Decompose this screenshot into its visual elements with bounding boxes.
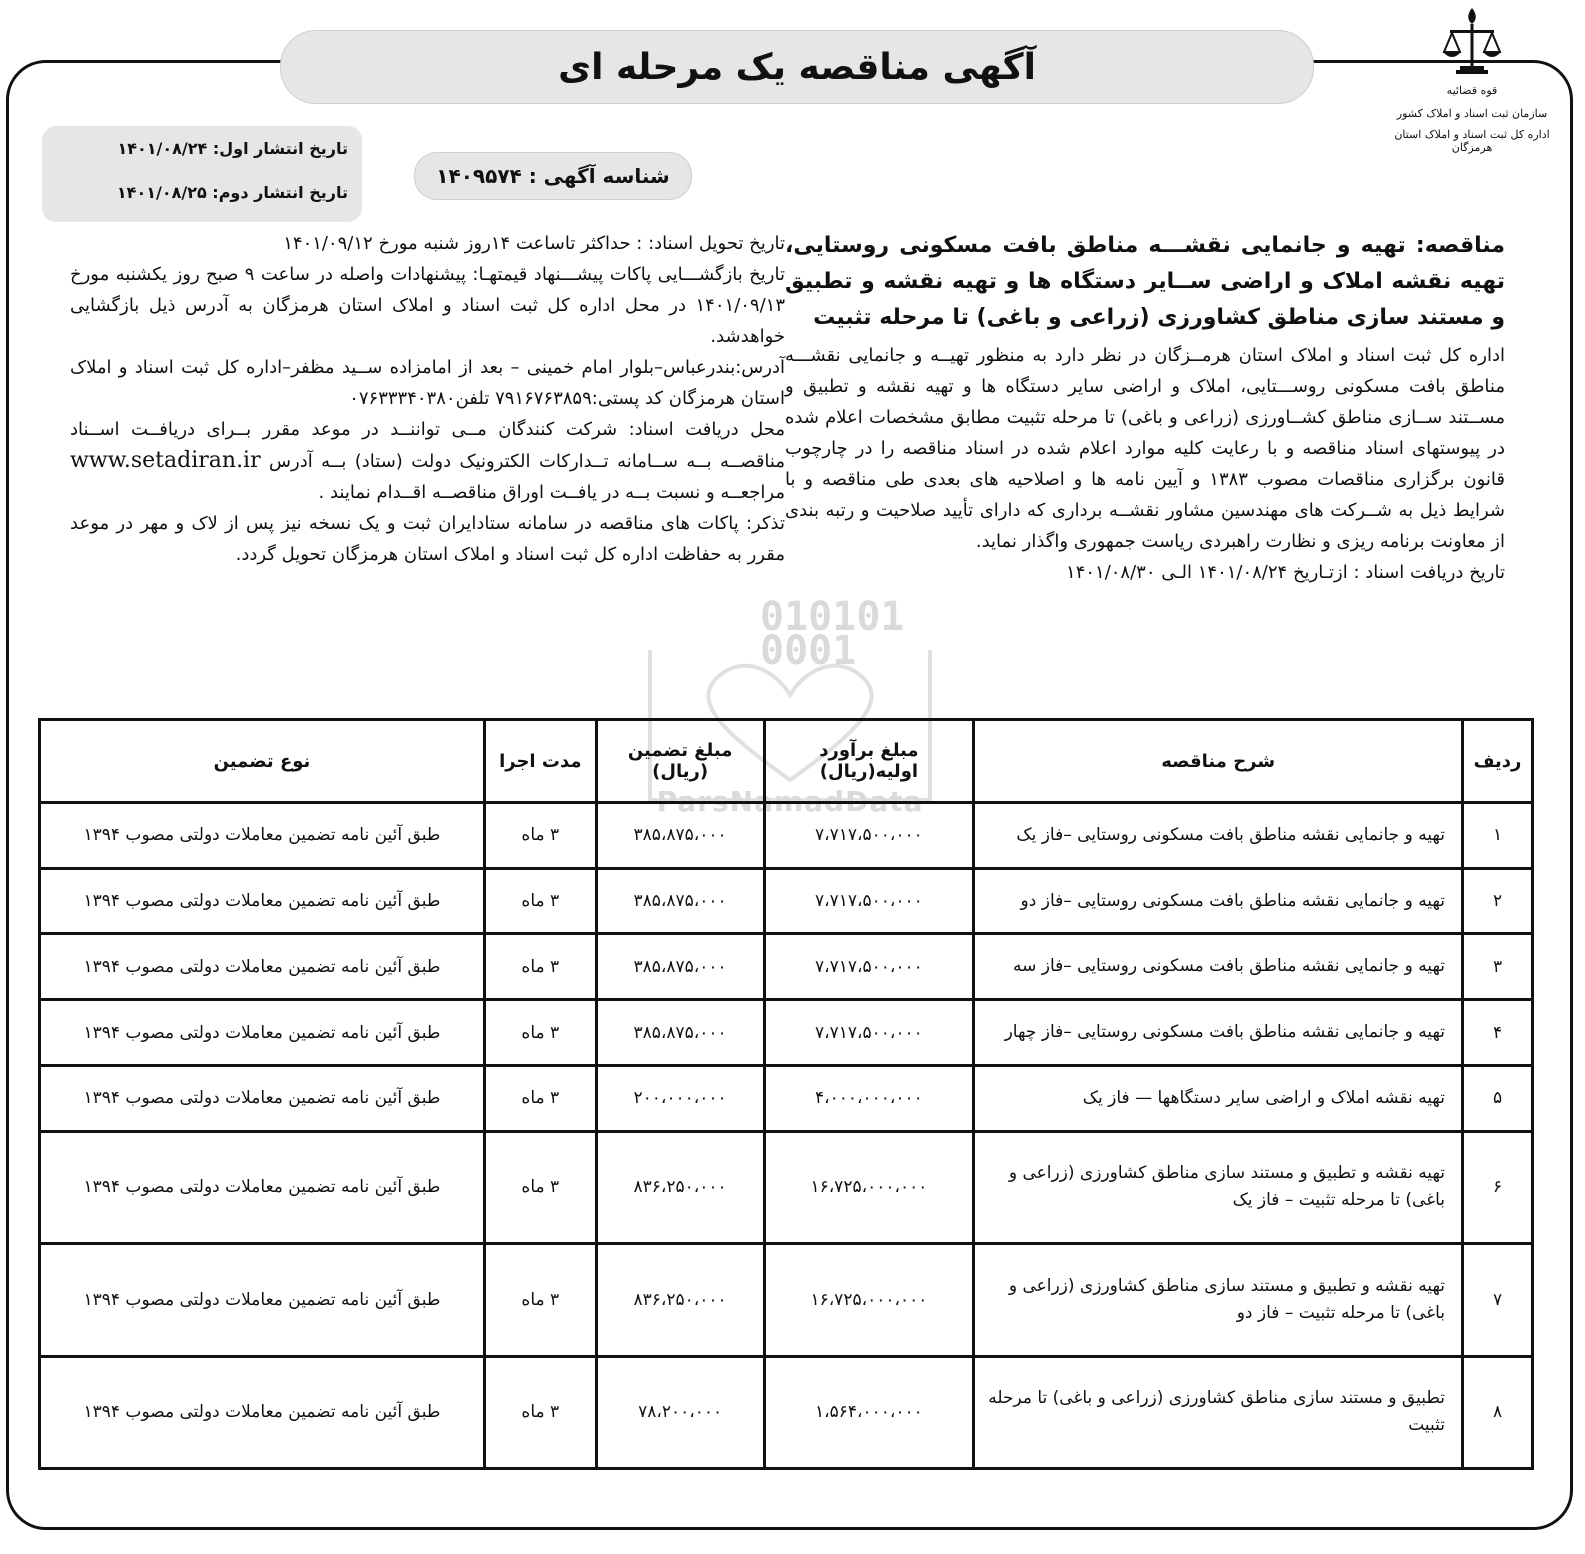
reminder-note: تذکر: پاکات های مناقصه در سامانه ستادایران ثبت و یک نسخه نیز پس از لاک و مهر در موعد مقرر به حفاظت اداره کل ثبت اسناد و املاک استان هرمزگان تحویل گردد.: [70, 513, 785, 565]
header-row-no: ردیف: [1463, 720, 1533, 803]
row-guarantee: ۳۸۵،۸۷۵،۰۰۰: [596, 1000, 764, 1066]
row-guarantee: ۳۸۵،۸۷۵،۰۰۰: [596, 803, 764, 869]
row-duration: ۳ ماه: [484, 803, 596, 869]
table-row: [40, 1244, 1533, 1356]
table-row: [40, 934, 1533, 1000]
tender-description: [785, 340, 1505, 588]
table-row: [40, 803, 1533, 869]
row-estimate: ۱۶،۷۲۵،۰۰۰،۰۰۰: [764, 1131, 974, 1243]
row-description: تهیه و جانمایی نقشه مناطق بافت مسکونی روستایی –فاز یک: [974, 803, 1463, 869]
header-description: شرح مناقصه: [974, 720, 1463, 803]
document-receipt-date: تاریخ دریافت اسناد : ازتـاریخ ۱۴۰۱/۰۸/۲۴ الـی ۱۴۰۱/۰۸/۳۰: [1066, 562, 1505, 583]
row-guarantee: ۷۸،۲۰۰،۰۰۰: [596, 1356, 764, 1468]
row-guarantee-type: طبق آئین نامه تضمین معاملات دولتی مصوب ۱۳۹۴: [40, 1065, 485, 1131]
org-registration: سازمان ثبت اسناد و املاک کشور: [1396, 107, 1548, 120]
table-row: [40, 1065, 1533, 1131]
table-row: [40, 1131, 1533, 1243]
tender-table: [38, 718, 1534, 1470]
row-duration: ۳ ماه: [484, 1356, 596, 1468]
row-guarantee: ۳۸۵،۸۷۵،۰۰۰: [596, 934, 764, 1000]
row-estimate: ۱۶،۷۲۵،۰۰۰،۰۰۰: [764, 1244, 974, 1356]
row-no: ۸: [1463, 1356, 1533, 1468]
row-description: تهیه نقشه و تطبیق و مستند سازی مناطق کشاورزی (زراعی و باغی) تا مرحله تثبیت – فاز دو: [974, 1244, 1463, 1356]
row-guarantee: ۸۳۶،۲۵۰،۰۰۰: [596, 1131, 764, 1243]
watermark-digits-2: 0001: [760, 628, 857, 674]
judiciary-logo: [1373, 4, 1571, 176]
row-no: ۳: [1463, 934, 1533, 1000]
table-row: [40, 868, 1533, 934]
row-description: تهیه نقشه و تطبیق و مستند سازی مناطق کشاورزی (زراعی و باغی) تا مرحله تثبیت – فاز یک: [974, 1131, 1463, 1243]
row-duration: ۳ ماه: [484, 1131, 596, 1243]
notice-title-text: آگهی مناقصه یک مرحله ای: [558, 46, 1036, 88]
row-description: تهیه و جانمایی نقشه مناطق بافت مسکونی روستایی –فاز چهار: [974, 1000, 1463, 1066]
row-guarantee-type: طبق آئین نامه تضمین معاملات دولتی مصوب ۱۳۹۴: [40, 1000, 485, 1066]
row-guarantee: ۸۳۶،۲۵۰،۰۰۰: [596, 1244, 764, 1356]
receipt-place-text-a: محل دریافت اسناد: شرکت کنندگان مــی تواننــد در موعد مقرر بــرای دریافــت اســناد مناقصــه بــه ســامانه تــدارکات الکترونیک دولت (ستاد) بــه آدرس: [70, 419, 785, 472]
row-duration: ۳ ماه: [484, 934, 596, 1000]
org-hormozgan: اداره کل ثبت اسناد و املاک استان هرمزگان: [1394, 128, 1550, 154]
tender-heading: مناقصه: تهیه و جانمایی نقشـــه مناطق بافت مسکونی روستایی، تهیه نقشه املاک و اراضی ســایر دستگاه ها و تهیه نقشه و تطبیق و مستند سازی مناطق کشاورزی (زراعی و باغی) تا مرحله تثبیت: [785, 233, 1505, 330]
opening-date: تاریخ بازگشـــایی پاکات پیشـــنهاد قیمتهـا: پیشنهادات واصله در ساعت ۹ صبح روز یکشنبه مورخ ۱۴۰۱/۰۹/۱۳ در محل اداره کل ثبت اسناد و املاک استان هرمزگان به آدرس ذیل بازگشایی خواهدشد.: [70, 264, 785, 347]
delivery-date: تاریخ تحویل اسناد: : حداکثر تاساعت ۱۴روز شنبه مورخ ۱۴۰۱/۰۹/۱۲: [283, 233, 785, 254]
row-duration: ۳ ماه: [484, 1000, 596, 1066]
watermark-digits-1: 010101: [760, 594, 905, 640]
row-no: ۷: [1463, 1244, 1533, 1356]
row-duration: ۳ ماه: [484, 868, 596, 934]
header-guarantee: مبلغ تضمین (ریال): [596, 720, 764, 803]
row-guarantee: ۲۰۰،۰۰۰،۰۰۰: [596, 1065, 764, 1131]
row-guarantee-type: طبق آئین نامه تضمین معاملات دولتی مصوب ۱۳۹۴: [40, 1244, 485, 1356]
header-duration: مدت اجرا: [484, 720, 596, 803]
row-estimate: ۷،۷۱۷،۵۰۰،۰۰۰: [764, 868, 974, 934]
publish-dates-box: [42, 126, 362, 222]
row-description: تطبیق و مستند سازی مناطق کشاورزی (زراعی و باغی) تا مرحله تثبیت: [974, 1356, 1463, 1468]
header-guarantee-type: نوع تضمین: [40, 720, 485, 803]
row-guarantee: ۳۸۵،۸۷۵،۰۰۰: [596, 868, 764, 934]
org-judiciary: قوه قضائیه: [1446, 84, 1498, 97]
row-guarantee-type: طبق آئین نامه تضمین معاملات دولتی مصوب ۱۳۹۴: [40, 934, 485, 1000]
address: آدرس:بندرعباس–بلوار امام خمینی – بعد از امامزاده ســید مظفر–اداره کل ثبت اسناد و املاک استان هرمزگان کد پستی:۷۹۱۶۷۶۳۸۵۹ تلفن۰۷۶۳۳۳۴۰۳۸۰: [70, 357, 785, 409]
row-duration: ۳ ماه: [484, 1065, 596, 1131]
row-estimate: ۷،۷۱۷،۵۰۰،۰۰۰: [764, 1000, 974, 1066]
table-header-row: [40, 720, 1533, 803]
scales-of-justice-icon: [1442, 4, 1502, 84]
row-no: ۴: [1463, 1000, 1533, 1066]
row-estimate: ۷،۷۱۷،۵۰۰،۰۰۰: [764, 934, 974, 1000]
receipt-place-text-b: مراجعــه و نسبت بــه در یافــت اوراق مناقصــه اقــدام نمایند .: [318, 482, 785, 503]
row-description: تهیه و جانمایی نقشه مناطق بافت مسکونی روستایی –فاز سه: [974, 934, 1463, 1000]
second-publish-date: تاریخ انتشار دوم: ۱۴۰۱/۰۸/۲۵: [116, 183, 348, 202]
notice-title: [280, 30, 1314, 104]
row-no: ۶: [1463, 1131, 1533, 1243]
row-guarantee-type: طبق آئین نامه تضمین معاملات دولتی مصوب ۱۳۹۴: [40, 1131, 485, 1243]
setad-website-link[interactable]: www.setadiran.ir: [70, 448, 261, 473]
table-row: [40, 1356, 1533, 1468]
row-description: تهیه نقشه املاک و اراضی سایر دستگاهها — فاز یک: [974, 1065, 1463, 1131]
row-no: ۲: [1463, 868, 1533, 934]
row-no: ۱: [1463, 803, 1533, 869]
row-estimate: ۱،۵۶۴،۰۰۰،۰۰۰: [764, 1356, 974, 1468]
row-guarantee-type: طبق آئین نامه تضمین معاملات دولتی مصوب ۱۳۹۴: [40, 868, 485, 934]
watermark-text: ParsNamadData: [656, 785, 924, 818]
first-publish-date: تاریخ انتشار اول: ۱۴۰۱/۰۸/۲۴: [117, 139, 348, 158]
row-no: ۵: [1463, 1065, 1533, 1131]
row-guarantee-type: طبق آئین نامه تضمین معاملات دولتی مصوب ۱۳۹۴: [40, 1356, 485, 1468]
notice-id-text: شناسه آگهی : ۱۴۰۹۵۷۴: [436, 164, 670, 188]
row-guarantee-type: طبق آئین نامه تضمین معاملات دولتی مصوب ۱۳۹۴: [40, 803, 485, 869]
row-description: تهیه و جانمایی نقشه مناطق بافت مسکونی روستایی –فاز دو: [974, 868, 1463, 934]
row-estimate: ۷،۷۱۷،۵۰۰،۰۰۰: [764, 803, 974, 869]
notice-id-badge: [414, 152, 692, 200]
tender-paragraph: اداره کل ثبت اسناد و املاک استان هرمــزگان در نظر دارد به منظور تهیــه و جانمایی نقشـــه مناطق بافت مسکونی روســـتایی، املاک و اراضی سایر دستگاه ها و تهیه نقشه و تطبیق و مســتند ســازی مناطق کشــاورزی (زراعی و باغی) تا مرحله تثبیت مطابق مشخصات اعلام شده در پیوستهای اسناد مناقصه و با رعایت کلیه موارد اعلام شده در اسناد مناقصه را در چارچوب قانون برگزاری مناقصات مصوب ۱۳۸۳ و آیین نامه ها و اصلاحیه های بعدی طی مناقصه و با شرایط ذیل به شــرکت های مهندسین مشاور نقشــه برداری که دارای تأیید صلاحیت و رتبه بندی از معاونت برنامه ریزی و نظارت راهبردی ریاست جمهوری واگذار نماید.: [785, 345, 1505, 552]
row-estimate: ۴،۰۰۰،۰۰۰،۰۰۰: [764, 1065, 974, 1131]
tender-details: [70, 228, 785, 570]
table-row: [40, 1000, 1533, 1066]
receipt-place: [70, 414, 785, 508]
header-estimate: مبلغ برآورد اولیه(ریال): [764, 720, 974, 803]
row-duration: ۳ ماه: [484, 1244, 596, 1356]
